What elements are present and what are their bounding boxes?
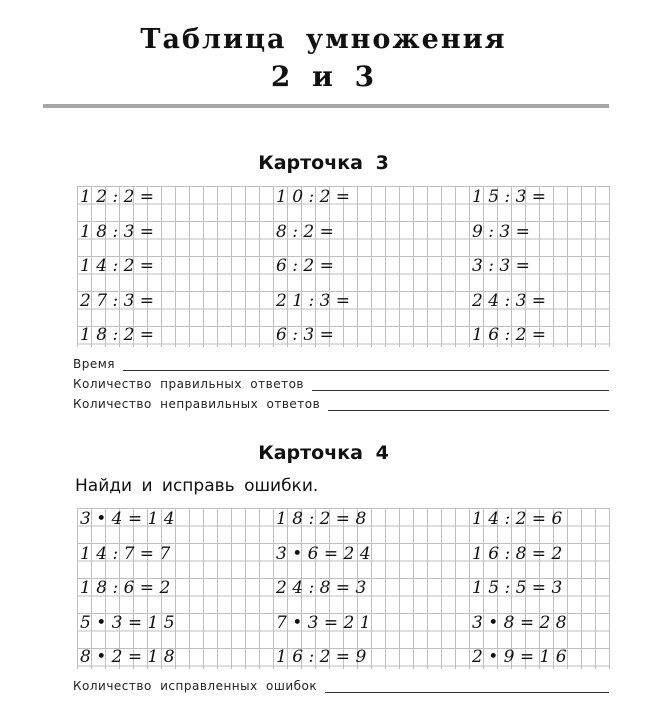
card3-exercise: 1 6 : 2 = [472, 325, 547, 345]
card4-exercise: 7 • 3 = 2 1 [276, 612, 371, 633]
card3-exercise: 1 0 : 2 = [276, 187, 351, 207]
correct-answers-blank[interactable] [312, 380, 609, 391]
card4-exercise: 1 4 : 7 = 7 [80, 543, 171, 564]
card4-exercise: 1 6 : 8 = 2 [472, 543, 563, 564]
page-title: Таблица умножения [140, 24, 507, 55]
card3-exercise: 1 8 : 3 = [80, 221, 155, 242]
card4-exercise: 1 8 : 2 = 8 [276, 509, 367, 529]
card4-grid [77, 508, 610, 669]
card4-instruction: Найди и исправь ошибки. [75, 476, 319, 496]
card4-exercise: 2 • 9 = 1 6 [472, 647, 567, 667]
card4-exercise: 1 5 : 5 = 3 [472, 578, 563, 598]
card4-exercise: 3 • 4 = 1 4 [80, 509, 175, 529]
correct-answers-line [73, 377, 609, 391]
card4-exercise: 3 • 8 = 2 8 [472, 612, 567, 633]
card3-exercise: 2 7 : 3 = [80, 290, 155, 311]
card3-exercise: 2 4 : 3 = [472, 290, 547, 311]
correct-answers-label: Количество правильных ответов [73, 377, 304, 391]
card4-exercise: 1 8 : 6 = 2 [80, 578, 171, 598]
wrong-answers-line [73, 397, 609, 411]
card4-exercise: 3 • 6 = 2 4 [276, 543, 371, 564]
fixed-errors-label: Количество исправленных ошибок [73, 679, 318, 693]
wrong-answers-blank[interactable] [328, 400, 609, 411]
card3-exercise: 9 : 3 = [472, 221, 530, 242]
card3-exercise: 1 2 : 2 = [80, 187, 155, 207]
card3-exercise: 6 : 3 = [276, 325, 334, 345]
card3-exercise: 1 8 : 2 = [80, 325, 155, 345]
card3-exercise: 2 1 : 3 = [276, 290, 351, 311]
card4-exercise: 8 • 2 = 1 8 [80, 647, 175, 667]
time-label: Время [73, 357, 116, 371]
card4-exercise: 5 • 3 = 1 5 [80, 612, 175, 633]
card4-exercise: 1 4 : 2 = 6 [472, 509, 563, 529]
time-line [73, 357, 609, 371]
fixed-errors-line [73, 679, 609, 693]
card3-exercise: 1 5 : 3 = [472, 187, 547, 207]
page-subtitle: 2 и 3 [270, 60, 377, 93]
card3-exercise: 8 : 2 = [276, 221, 334, 242]
card4-exercise: 2 4 : 8 = 3 [276, 578, 367, 598]
fixed-errors-blank[interactable] [325, 682, 609, 693]
card4-title: Карточка 4 [258, 442, 389, 464]
card3-exercise: 6 : 2 = [276, 256, 334, 276]
card3-exercise: 1 4 : 2 = [80, 256, 155, 276]
wrong-answers-label: Количество неправильных ответов [73, 397, 321, 411]
header-divider [43, 104, 609, 108]
card3-exercise: 3 : 3 = [472, 256, 530, 276]
time-blank[interactable] [123, 360, 609, 371]
card4-exercise: 1 6 : 2 = 9 [276, 647, 367, 667]
card3-title: Карточка 3 [258, 152, 389, 174]
card3-grid [77, 186, 610, 347]
